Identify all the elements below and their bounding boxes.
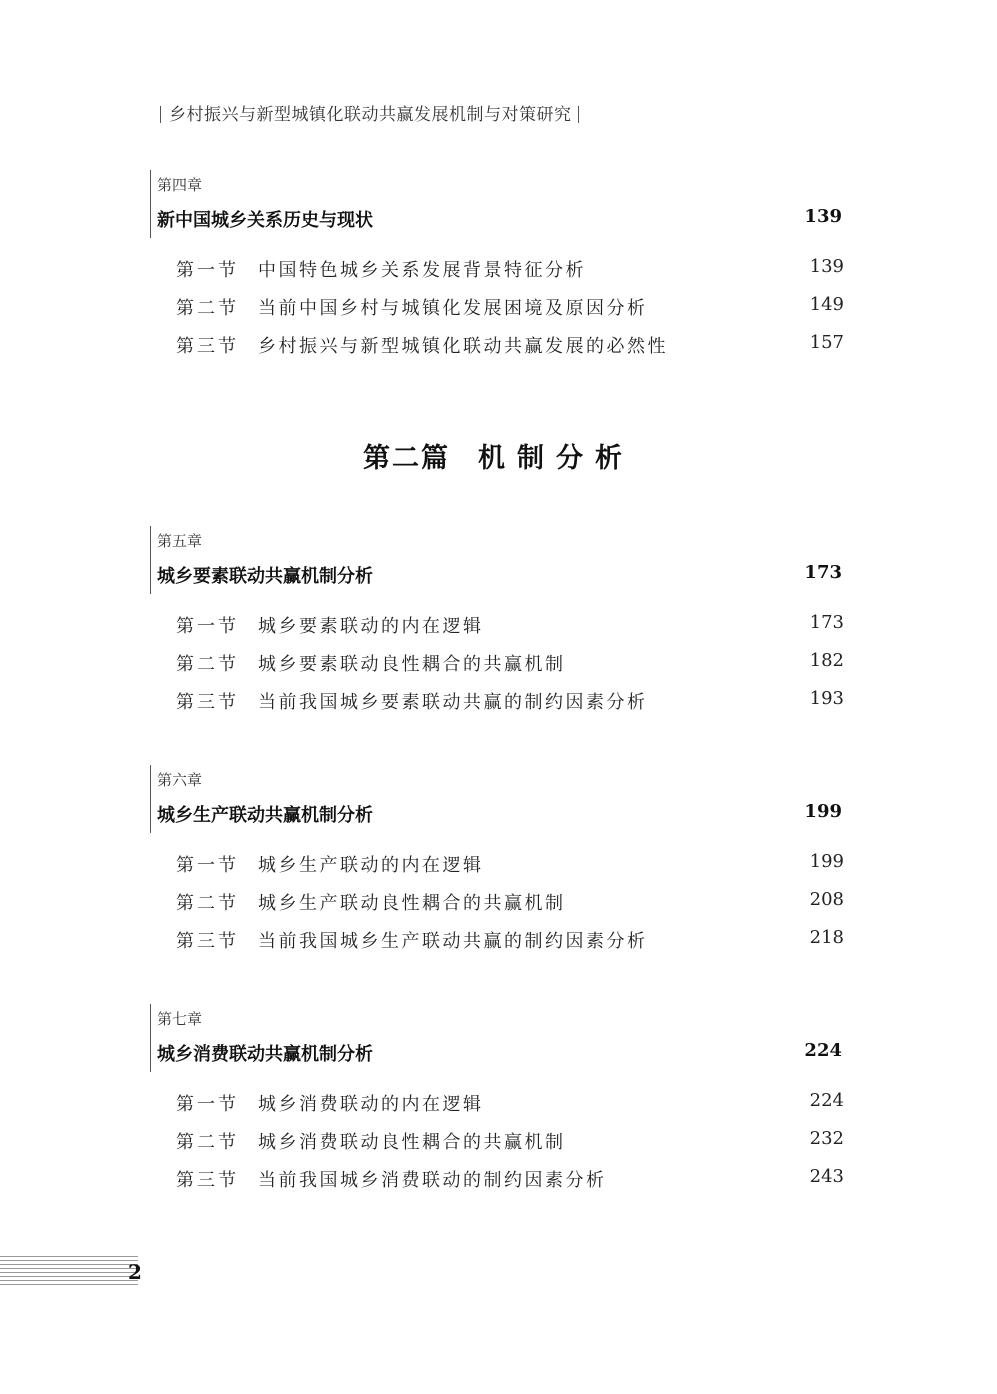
footer-rule <box>0 1260 138 1261</box>
toc-chapter-4 <box>150 170 850 364</box>
footer-rule <box>0 1268 138 1269</box>
section-number: 第一节 <box>176 855 239 876</box>
section-number: 第一节 <box>176 260 239 281</box>
chapter-heading <box>150 765 850 833</box>
toc-section-row <box>150 288 850 326</box>
footer-rule <box>0 1272 138 1273</box>
chapter-heading <box>150 1004 850 1072</box>
section-title: 城乡要素联动的内在逻辑 <box>258 616 484 637</box>
section-page-number: 182 <box>809 650 844 671</box>
section-page-number: 139 <box>809 256 844 277</box>
part-number: 第二篇 <box>363 443 450 474</box>
footer-rule <box>0 1276 138 1277</box>
section-page-number: 173 <box>809 612 844 633</box>
toc-section-row <box>150 921 850 959</box>
section-number: 第三节 <box>176 931 239 952</box>
section-title: 城乡生产联动的内在逻辑 <box>258 855 484 876</box>
section-title: 当前我国城乡生产联动共赢的制约因素分析 <box>258 931 648 952</box>
section-title: 城乡生产联动良性耦合的共赢机制 <box>258 893 566 914</box>
running-header <box>160 100 579 125</box>
section-number: 第三节 <box>176 692 239 713</box>
section-number: 第三节 <box>176 336 239 357</box>
section-number: 第三节 <box>176 1170 239 1191</box>
footer-rule <box>0 1256 138 1257</box>
section-page-number: 149 <box>809 294 844 315</box>
section-title: 城乡要素联动良性耦合的共赢机制 <box>258 654 566 675</box>
footer-rule-lines <box>0 1254 140 1290</box>
section-number: 第一节 <box>176 1094 239 1115</box>
toc-section-row <box>150 845 850 883</box>
toc-section-row <box>150 606 850 644</box>
toc-section-row <box>150 682 850 720</box>
toc-section-row <box>150 644 850 682</box>
section-number: 第二节 <box>176 298 239 319</box>
chapter-heading <box>150 170 850 238</box>
section-number: 第二节 <box>176 1132 239 1153</box>
section-list <box>150 606 850 720</box>
toc-section-row <box>150 1160 850 1198</box>
toc-section-row <box>150 1084 850 1122</box>
section-number: 第一节 <box>176 616 239 637</box>
section-page-number: 232 <box>809 1128 844 1149</box>
part-title <box>0 436 997 475</box>
chapter-title: 新中国城乡关系历史与现状 <box>157 210 373 231</box>
section-title: 中国特色城乡关系发展背景特征分析 <box>258 260 586 281</box>
toc-section-row <box>150 250 850 288</box>
section-number: 第二节 <box>176 893 239 914</box>
chapter-page-number: 199 <box>804 801 842 822</box>
footer-rule <box>0 1264 138 1265</box>
section-title: 乡村振兴与新型城镇化联动共赢发展的必然性 <box>258 336 668 357</box>
section-page-number: 193 <box>809 688 844 709</box>
section-title: 城乡消费联动良性耦合的共赢机制 <box>258 1132 566 1153</box>
section-list <box>150 845 850 959</box>
toc-section-row <box>150 326 850 364</box>
section-page-number: 157 <box>809 332 844 353</box>
chapter-page-number: 139 <box>804 206 842 227</box>
header-divider-right <box>578 106 579 123</box>
section-list <box>150 1084 850 1198</box>
section-title: 当前我国城乡要素联动共赢的制约因素分析 <box>258 692 648 713</box>
page-number: 2 <box>128 1260 142 1284</box>
chapter-title: 城乡消费联动共赢机制分析 <box>157 1044 373 1065</box>
chapter-label: 第四章 <box>157 176 203 194</box>
header-divider-left <box>160 106 161 123</box>
chapter-label: 第七章 <box>157 1010 203 1028</box>
footer-rule <box>0 1284 138 1285</box>
section-title: 当前中国乡村与城镇化发展困境及原因分析 <box>258 298 648 319</box>
section-number: 第二节 <box>176 654 239 675</box>
toc-section-row <box>150 1122 850 1160</box>
chapter-heading <box>150 526 850 594</box>
section-page-number: 199 <box>809 851 844 872</box>
toc-chapter-5 <box>150 526 850 720</box>
chapter-page-number: 173 <box>804 562 842 583</box>
chapter-title: 城乡生产联动共赢机制分析 <box>157 805 373 826</box>
section-page-number: 243 <box>809 1166 844 1187</box>
running-title: 乡村振兴与新型城镇化联动共赢发展机制与对策研究 <box>169 105 572 125</box>
section-title: 当前我国城乡消费联动的制约因素分析 <box>258 1170 607 1191</box>
part-name: 机制分析 <box>478 443 634 474</box>
section-page-number: 224 <box>809 1090 844 1111</box>
chapter-page-number: 224 <box>804 1040 842 1061</box>
chapter-label: 第五章 <box>157 532 203 550</box>
footer-rule <box>0 1280 138 1281</box>
chapter-label: 第六章 <box>157 771 203 789</box>
toc-chapter-6 <box>150 765 850 959</box>
section-page-number: 218 <box>809 927 844 948</box>
section-page-number: 208 <box>809 889 844 910</box>
toc-chapter-7 <box>150 1004 850 1198</box>
section-title: 城乡消费联动的内在逻辑 <box>258 1094 484 1115</box>
chapter-title: 城乡要素联动共赢机制分析 <box>157 566 373 587</box>
toc-section-row <box>150 883 850 921</box>
section-list <box>150 250 850 364</box>
